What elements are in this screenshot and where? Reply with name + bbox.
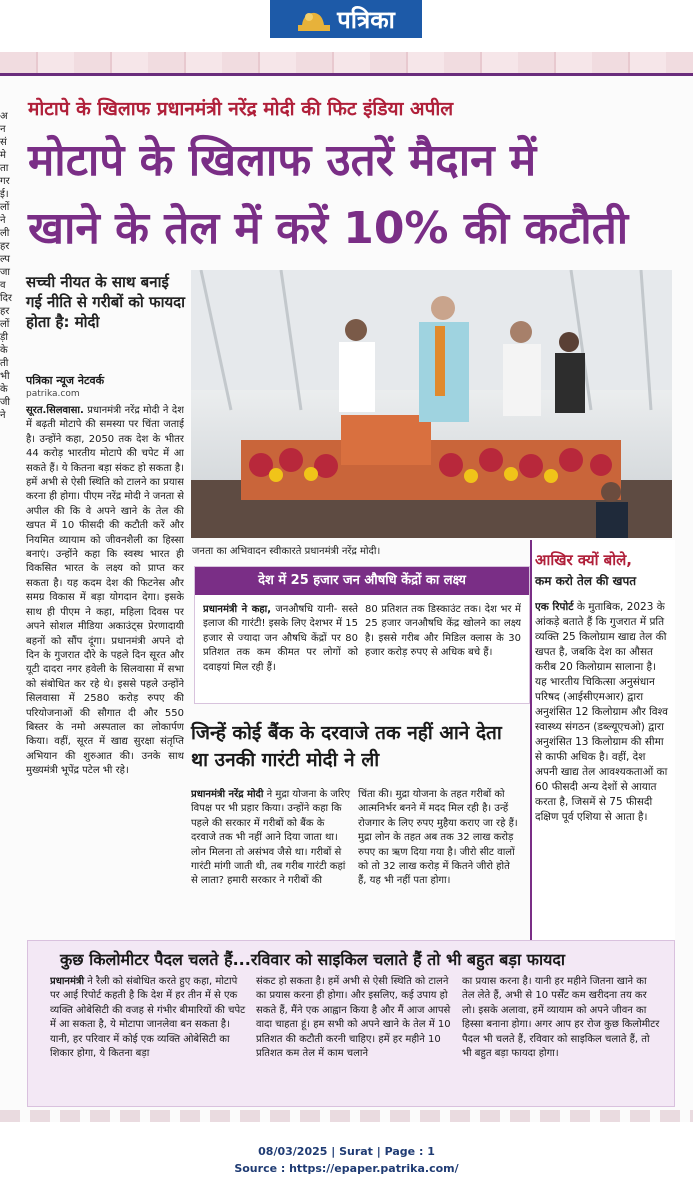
rally-photo-illustration: [191, 270, 672, 538]
sidebar-lead: एक रिपोर्ट: [535, 601, 574, 613]
sidebar-text: के मुताबिक, 2023 के आंकड़े बताते हैं कि गुजरात में प्रति व्यक्ति 25 किलोग्राम खाद्य तेल की खपत है, जबकि देश का औसत करीब 20 किलोग्राम सालाना है। यह भारतीय चिकित्सा अनुसंधान परिषद (आईसीएमआर) द्वारा अनुशंसित 12 किलोग्राम और विश्व स्वास्थ्य संगठन (डब्ल्यूएचओ) द्वारा अनुशंसित 13 किलोग्राम की सीमा से काफी अधिक है। वहीं, देश अपनी खाद्य तेल आवश्यकताओं का 60 फीसदी अन्य देशों से आयात करता है, जिसमें से 75 फीसदी दक्षिण पूर्व एशिया से आता है।: [535, 601, 668, 823]
jan-aushadhi-text-1: जनऔषधि यानी- सस्ते इलाज की गारंटी! इसके लिए देशभर में 15 हजार से ज्यादा जन औषधि केंद्रों पर 80 प्रतिशत तक कम कीमत पर लोगों को दवाइयां मिल रही हैं।: [203, 604, 358, 673]
jan-aushadhi-box: [194, 566, 530, 704]
cycle-text-1: ने रैली को संबोधित करते हुए कहा, मोटापे पर आई रिपोर्ट कहती है कि देश में हर तीन में से एक व्यक्ति ओबेसिटी की वजह से गंभीर बीमारियों की चपेट में आ सकता है, ये मोटापा जानलेवा बन सकता है। यानी, हर परिवार में कोई एक व्यक्ति ओबेसिटी का शिकार होगा, ये कितना बड़ा: [50, 976, 246, 1060]
cycle-col-1: [50, 975, 250, 1099]
jan-aushadhi-title: देश में 25 हजार जन औषधि केंद्रों का लक्ष्य: [195, 567, 529, 595]
mudra-headline: जिन्हें कोई बैंक के दरवाजे तक नहीं आने देता था उनकी गारंटी मोदी ने ली: [191, 722, 502, 771]
mudra-col-1: [191, 788, 351, 936]
mudra-col-2: चिंता की। मुद्रा योजना के तहत गरीबों को आत्मनिर्भर बनने में मदद मिल रही है। उन्हें रोजगार के लिए रुपए मुहैया कराए जा रहे हैं। मुद्रा लोन के तहत अब तक 32 लाख करोड़ रुपए का ऋण दिया गया है। जीरो सीट वालों को तो 32 लाख करोड़ में कितने जीरो होते हैं, यह भी नहीं पता होगा।: [358, 789, 518, 887]
footer-date-line: 08/03/2025 | Surat | Page : 1: [258, 1145, 435, 1158]
footer-source-line: Source : https://epaper.patrika.com/: [234, 1162, 459, 1175]
news-photo: [191, 270, 672, 538]
mudra-text-1: ने मुद्रा योजना के जरिए विपक्ष पर भी प्रहार किया। उन्होंने कहा कि पहले की सरकार में गरीबों को बैंक के दरवाजे तक भी नहीं आने दिया जाता था। लोन मिलना तो असंभव जैसे था। गरीबों से गारंटी मांगी जाती थी, तब गरीब गारंटी कहां से लाता? हमारी सरकार ने गरीबों की: [191, 789, 351, 887]
cycle-lead: प्रधानमंत्री: [50, 976, 85, 987]
jan-aushadhi-lead: प्रधानमंत्री ने कहा,: [203, 604, 272, 615]
jan-aushadhi-col-1: [203, 603, 358, 699]
brand-name: पत्रिका: [337, 5, 395, 34]
sidebar-body: [535, 600, 669, 935]
main-story-body-2: प्रधानमंत्री अपने दो दिन के गुजरात दौरे के पहले दिन सूरत और यूटी दादरा नगर हवेली के सिलवासा में सभा को संबोधित कर रहे थे। इससे पहले उन्होंने सिलवासा में 2580 करोड़ रुपए की परियोजनाओं की सौगात दी और 550 बिस्तर के नमो अस्पताल का लोकार्पण किया। वहीं, सूरत में खाद्य सुरक्षा संतृप्ति अभियान की शुरुआत की। उनके साथ मुख्यमंत्री भूपेंद्र पटेल भी रहे।: [26, 635, 184, 777]
clipping-edge: [0, 1110, 693, 1122]
mudra-lead: प्रधानमंत्री नरेंद्र मोदी: [191, 789, 264, 800]
main-story-body: प्रधानमंत्री नरेंद्र मोदी ने देश में बढ़ती मोटापे की समस्या पर चिंता जताई है। उन्होंने कहा, 2050 तक देश के भीतर 44 करोड़ भारतीय मोटापे की चपेट में आ सकते हैं। ये कितना बड़ा संकट हो सकता है। हमें अभी से ऐसी स्थिति को टालने का प्रयास करना ही होगा। पीएम नरेंद्र मोदी ने जनता से अपील की कि वे अपने खाने के तेल की खपत में 10 फीसदी की कटौती करें और नियमित व्यायाम को जीवनशैली का हिस्सा बनाएं। उन्होंने कहा कि स्वस्थ भारत ही विकसित भारत के लक्ष्य को प्राप्त कर सकता है। यह कदम देश की फिटनेस और समग्र विकास में बड़ा योगदान देगा। इसके साथ ही पीएम ने कहा, महिला दिवस पर अपने सोशल मीडिया अकाउंट्स प्रेरणादायी बहनों को सौंप दूंगा।: [26, 405, 184, 647]
cycle-col-2: संकट हो सकता है। हमें अभी से ऐसी स्थिति को टालने का प्रयास करना ही होगा। और इसलिए, कई उपाय हो सकते हैं, मैंने एक आह्वान किया है और मैं आज आपसे वादा चाहता हूं। हम सभी को अपने खाने के तेल में 10 प्रतिशत की कटौती करनी चाहिए। हमें हर महीने 10 प्रतिशत कम तेल में काम चलाने: [256, 976, 451, 1060]
cycle-box-title: कुछ किलोमीटर पैदल चलते हैं...रविवार को साइकिल चलाते हैं तो भी बहुत बड़ा फायदा: [60, 950, 566, 969]
subheadline: सच्ची नीयत के साथ बनाई गई नीति से गरीबों को फायदा होता है: मोदी: [26, 273, 186, 331]
kicker: मोटापे के खिलाफ प्रधानमंत्री नरेंद्र मोदी की फिट इंडिया अपील: [28, 98, 454, 120]
decorative-strip: [0, 52, 693, 74]
headline-line-1: मोटापे के खिलाफ उतरें मैदान में: [28, 135, 537, 186]
main-story-column: [26, 404, 184, 924]
site-credit: patrika.com: [26, 389, 80, 399]
page-footer: [0, 1143, 693, 1177]
patrika-logo: [270, 0, 422, 38]
headline-line-2: खाने के तेल में करें 10% की कटौती: [28, 203, 629, 254]
sidebar-title: आखिर क्यों बोले,: [535, 551, 632, 569]
adjacent-column-fragment: अ न सं मे ता गर ई। लों ने ली हर ल्प जा व दिर हर लों ड़ी के ती भी के जी ने: [0, 111, 12, 421]
cycle-col-3: का प्रयास करना है। यानी हर महीने जितना खाने का तेल लेते हैं, अभी से 10 पर्सेंट कम खरीदना तय कर लो। इसके अलावा, हमें व्यायाम को अपने जीवन का हिस्सा बनाना होगा। अगर आप हर रोज कुछ किलोमीटर पैदल भी चलते हैं, रविवार को साइकिल चलाते हैं, तो भी बहुत बड़ा फायदा होगा।: [462, 976, 660, 1060]
lion-emblem-icon: [297, 6, 331, 32]
byline: पत्रिका न्यूज नेटवर्क: [26, 374, 105, 387]
jan-aushadhi-col-2: 80 प्रतिशत तक डिस्काउंट तक। देश भर में 25 हजार जनऔषधि केंद्र खोलने का लक्ष्य है। इससे गरीब और मिडिल क्लास के 30 हजार करोड़ रुपए से अधिक बचे हैं।: [365, 604, 521, 659]
dateline: सूरत.सिलवासा.: [26, 405, 84, 416]
photo-caption: जनता का अभिवादन स्वीकारते प्रधानमंत्री नरेंद्र मोदी।: [192, 546, 381, 557]
sidebar-subtitle: कम करो तेल की खपत: [535, 574, 637, 588]
